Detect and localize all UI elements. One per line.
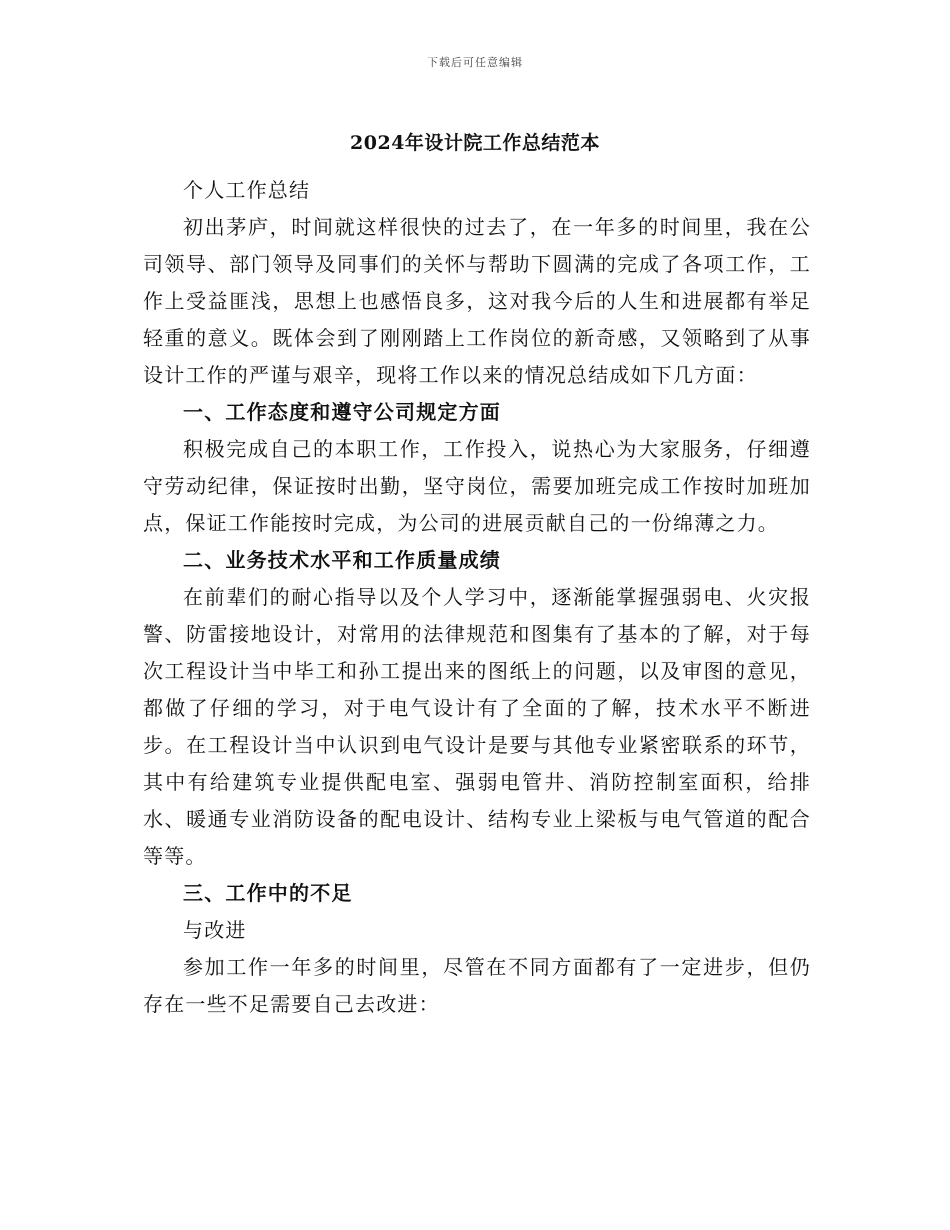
section-3-paragraph: 参加工作一年多的时间里，尽管在不同方面都有了一定进步，但仍存在一些不足需要自己去改进： [143,955,811,1016]
section-1-paragraph: 积极完成自己的本职工作，工作投入，说热心为大家服务，仔细遵守劳动纪律，保证按时出勤，坚守岗位，需要加班完成工作按时加班加点，保证工作能按时完成，为公司的进展贡献自己的一份绵薄之力。 [143,437,811,535]
section-heading-3: 三、工作中的不足 [183,881,353,905]
document-title: 2024年设计院工作总结范本 [350,132,600,154]
section-heading-2: 二、业务技术水平和工作质量成绩 [183,548,501,572]
page-header-note: 下载后可任意编辑 [427,56,523,69]
intro-paragraph: 初出茅庐，时间就这样很快的过去了，在一年多的时间里，我在公司领导、部门领导及同事们的关怀与帮助下圆满的完成了各项工作，工作上受益匪浅，思想上也感悟良多，这对我今后的人生和进展都有举足轻重的意义。既体会到了刚刚踏上工作岗位的新奇感，又领略到了从事设计工作的严谨与艰辛，现将工作以来的情况总结成如下几方面： [143,215,811,387]
section-2-paragraph: 在前辈们的耐心指导以及个人学习中，逐渐能掌握强弱电、火灾报警、防雷接地设计，对常用的法律规范和图集有了基本的了解，对于每次工程设计当中毕工和孙工提出来的图纸上的问题，以及审图的意见，都做了仔细的学习，对于电气设计有了全面的了解，技术水平不断进步。在工程设计当中认识到电气设计是要与其他专业紧密联系的环节，其中有给建筑专业提供配电室、强弱电管井、消防控制室面积，给排水、暖通专业消防设备的配电设计、结构专业上梁板与电气管道的配合等等。 [143,585,811,868]
section-heading-3-continuation: 与改进 [183,918,247,942]
section-heading-1: 一、工作态度和遵守公司规定方面 [183,400,501,424]
document-body [143,172,811,1023]
subtitle-paragraph: 个人工作总结 [183,178,311,202]
